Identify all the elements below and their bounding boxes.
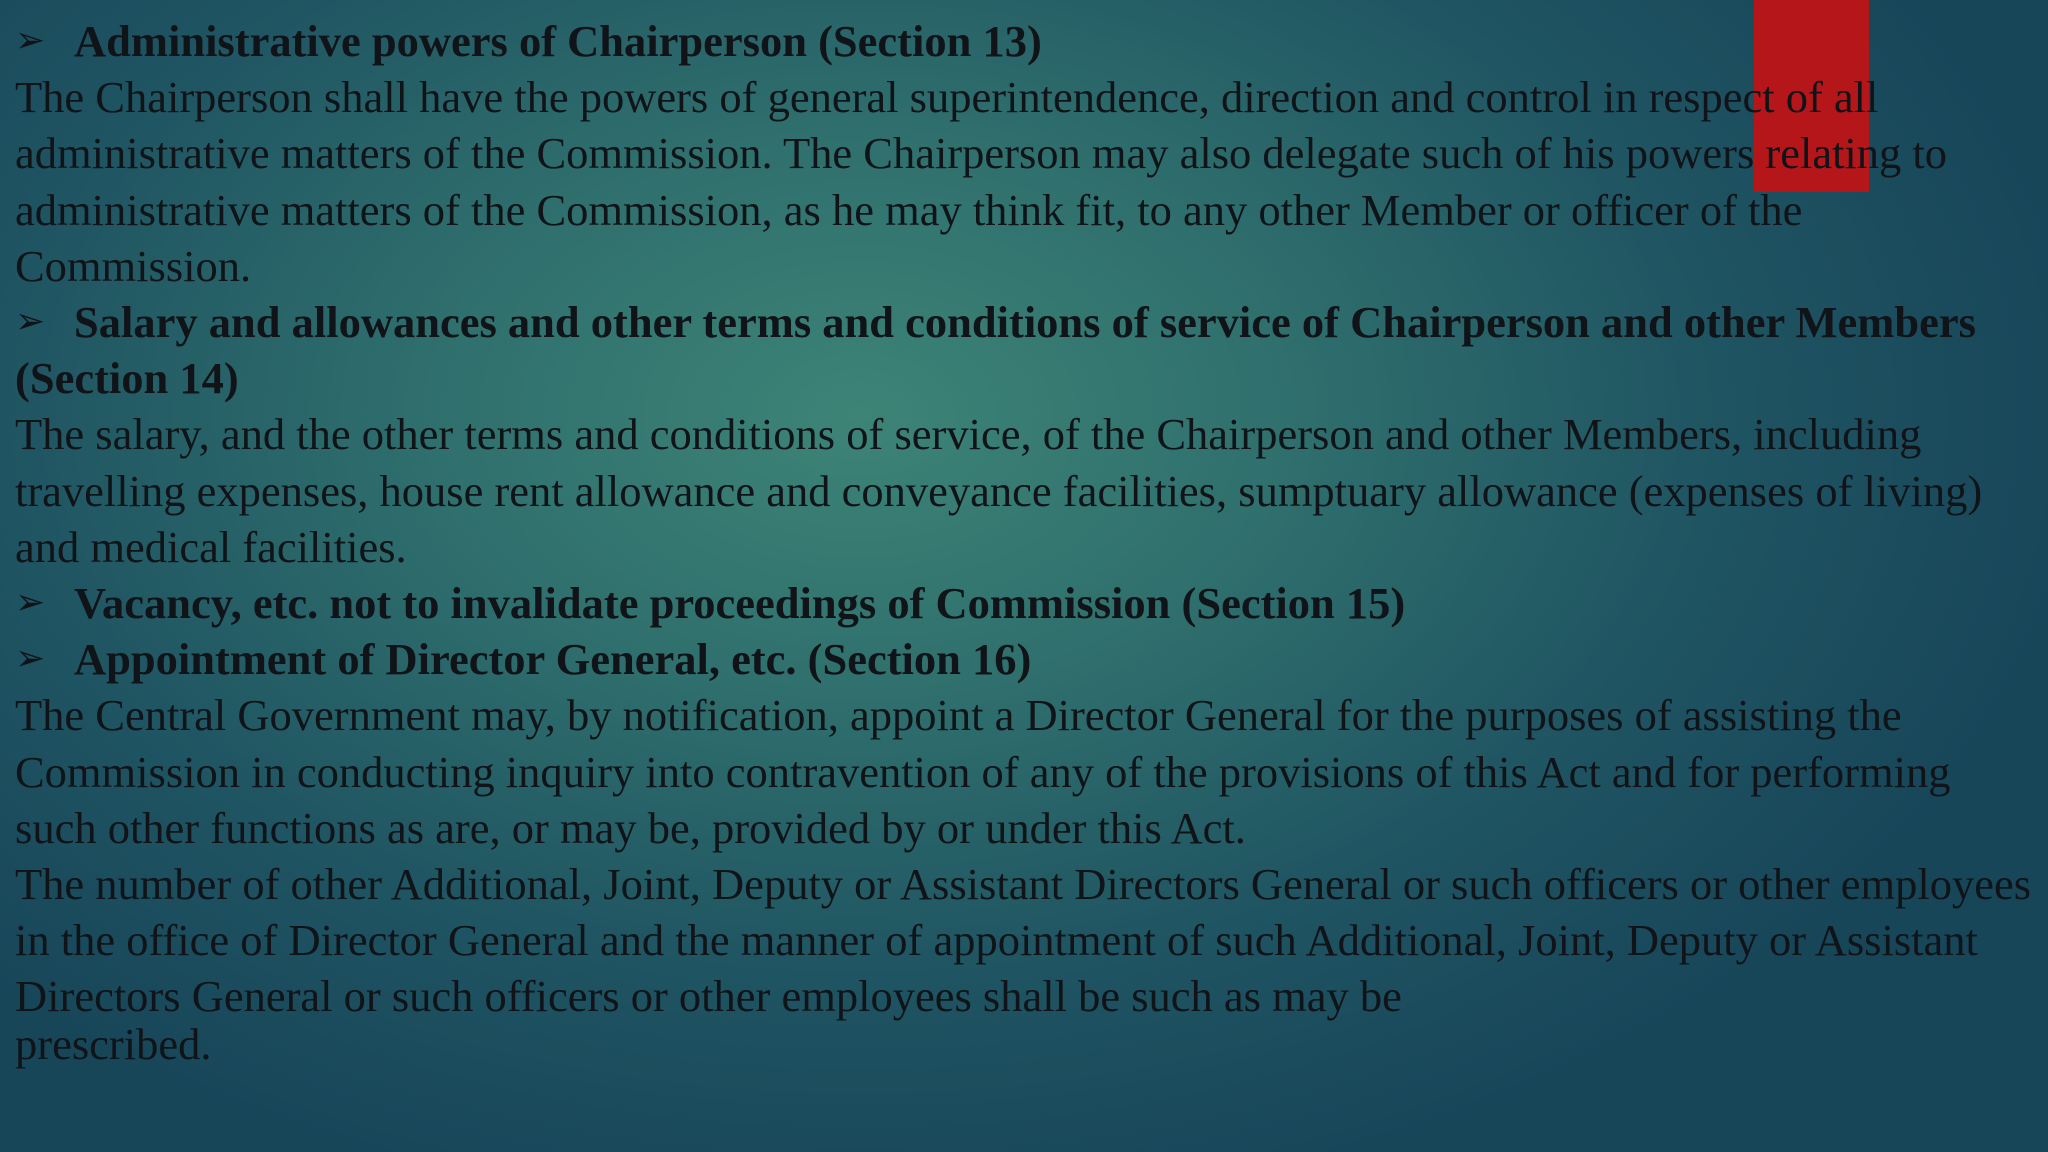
section-15-heading-text: Vacancy, etc. not to invalidate proceedings of Commission (Section 15)	[74, 578, 1406, 629]
section-16-body-2: The number of other Additional, Joint, Deputy or Assistant Directors General or such officers or other employees in the office of Director General and the manner of appointment of such Additional, Joint, Deputy or Assistant Directors General or such officers or other employees shall be such as may be	[15, 859, 2032, 1022]
section-13-body: The Chairperson shall have the powers of general superintendence, direction and control in respect of all administrative matters of the Commission. The Chairperson may also delegate such of his powers relating to administrative matters of the Commission, as he may think fit, to any other Member or officer of the Commission.	[15, 72, 1948, 291]
section-14-heading	[15, 294, 2040, 350]
section-16-body-1: The Central Government may, by notification, appoint a Director General for the purposes of assisting the Commission in conducting inquiry into contravention of any of the provisions of this Act and for performing such other functions as are, or may be, provided by or under this Act.	[15, 690, 1951, 853]
section-14-heading-text: Salary and allowances and other terms and conditions of service of Chairperson and other Members	[74, 297, 1976, 348]
section-14-body: The salary, and the other terms and conditions of service, of the Chairperson and other Members, including travelling expenses, house rent allowance and conveyance facilities, sumptuary allowance (expenses of living) and medical facilities.	[15, 409, 1983, 572]
slide-content	[15, 13, 2040, 1072]
section-16-body-2-end: prescribed.	[15, 1018, 212, 1069]
section-14-reference: (Section 14)	[15, 353, 239, 404]
section-13-heading	[15, 13, 2040, 69]
arrow-bullet-icon: ➢	[15, 638, 46, 680]
section-16-heading	[15, 631, 2040, 687]
section-15-heading	[15, 575, 2040, 631]
arrow-bullet-icon: ➢	[15, 20, 46, 61]
arrow-bullet-icon: ➢	[15, 301, 46, 343]
arrow-bullet-icon: ➢	[15, 582, 46, 624]
section-16-heading-text: Appointment of Director General, etc. (Section 16)	[74, 634, 1032, 685]
section-13-heading-text: Administrative powers of Chairperson (Section 13)	[74, 16, 1042, 66]
